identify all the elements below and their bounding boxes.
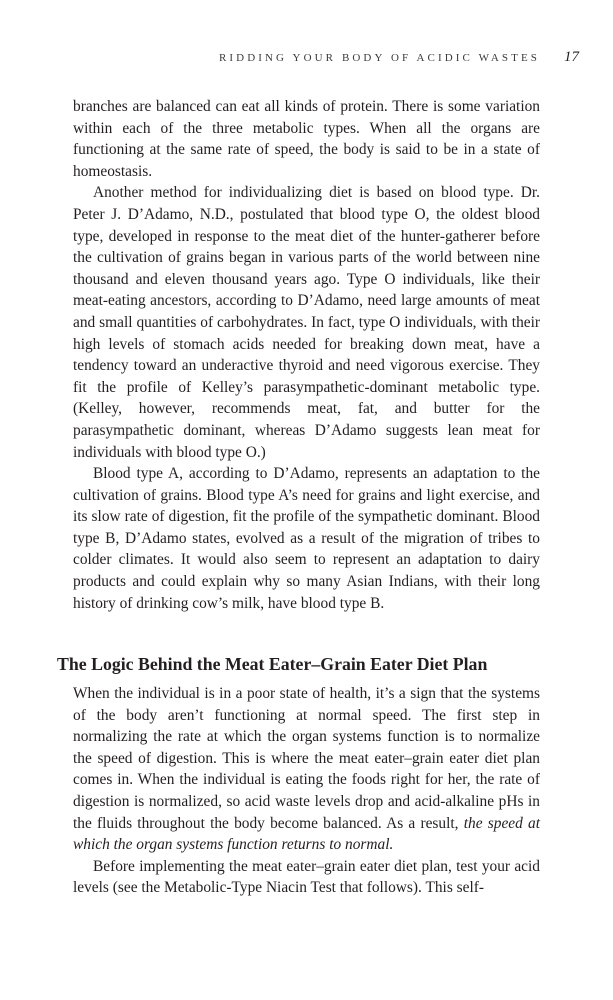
emphasis-text: the speed at which the organ systems function returns to normal. [73, 814, 540, 854]
paragraph: Another method for individualizing diet is based on blood type. Dr. Peter J. D’Adamo, N.D., postulated that blood type O, the oldest blood type, developed in response to the meat diet of the hunter-gatherer before the cultivation of grains began in various parts of the world between nine thousand and eleven thousand years ago. Type O individuals, like their meat-eating ancestors, according to D’Adamo, need large amounts of meat and small quantities of carbohydrates. In fact, type O individuals, with their high levels of stomach acids needed for breaking down meat, have a tendency toward an underactive thyroid and need vigorous exercise. They fit the profile of Kelley’s parasympathetic-dominant metabolic type. (Kelley, however, recommends meat, fat, and butter for the parasympathetic dominant, whereas D’Adamo suggests lean meat for individuals with blood type O.) [73, 184, 540, 461]
body-text-section [73, 683, 540, 899]
running-head: RIDDING YOUR BODY OF ACIDIC WASTES [218, 52, 540, 64]
paragraph: Before implementing the meat eater–grain eater diet plan, test your acid levels (see the Metabolic-Type Niacin Test that follows). This self- [73, 857, 540, 897]
page-number: 17 [564, 49, 579, 65]
section-heading: The Logic Behind the Meat Eater–Grain Eater Diet Plan [57, 654, 488, 674]
paragraph: Blood type A, according to D’Adamo, represents an adaptation to the cultivation of grains. Blood type A’s need for grains and light exercise, and its slow rate of digestion, fit the profile of the sympathetic dominant. Blood type B, D’Adamo states, evolved as a result of the migration of tribes to colder climates. It would also seem to represent an adaptation to dairy products and could explain why so many Asian Indians, with their long history of drinking cow’s milk, have blood type B. [73, 465, 540, 612]
paragraph [73, 683, 540, 856]
body-text-top [73, 96, 540, 614]
paragraph: branches are balanced can eat all kinds of protein. There is some variation within each of the three metabolic types. When all the organs are functioning at the same rate of speed, the body is said to be in a state of homeostasis. [73, 98, 540, 180]
paragraph-text: When the individual is in a poor state of health, it’s a sign that the systems of the body aren’t functioning at normal speed. The first step in normalizing the rate at which the organ systems function is to normalize the speed of digestion. This is where the meat eater–grain eater diet plan comes in. When the individual is eating the foods right for her, the rate of digestion is normalized, so acid waste levels drop and acid-alkaline pHs in the fluids throughout the body become balanced. As a result, [73, 685, 540, 832]
